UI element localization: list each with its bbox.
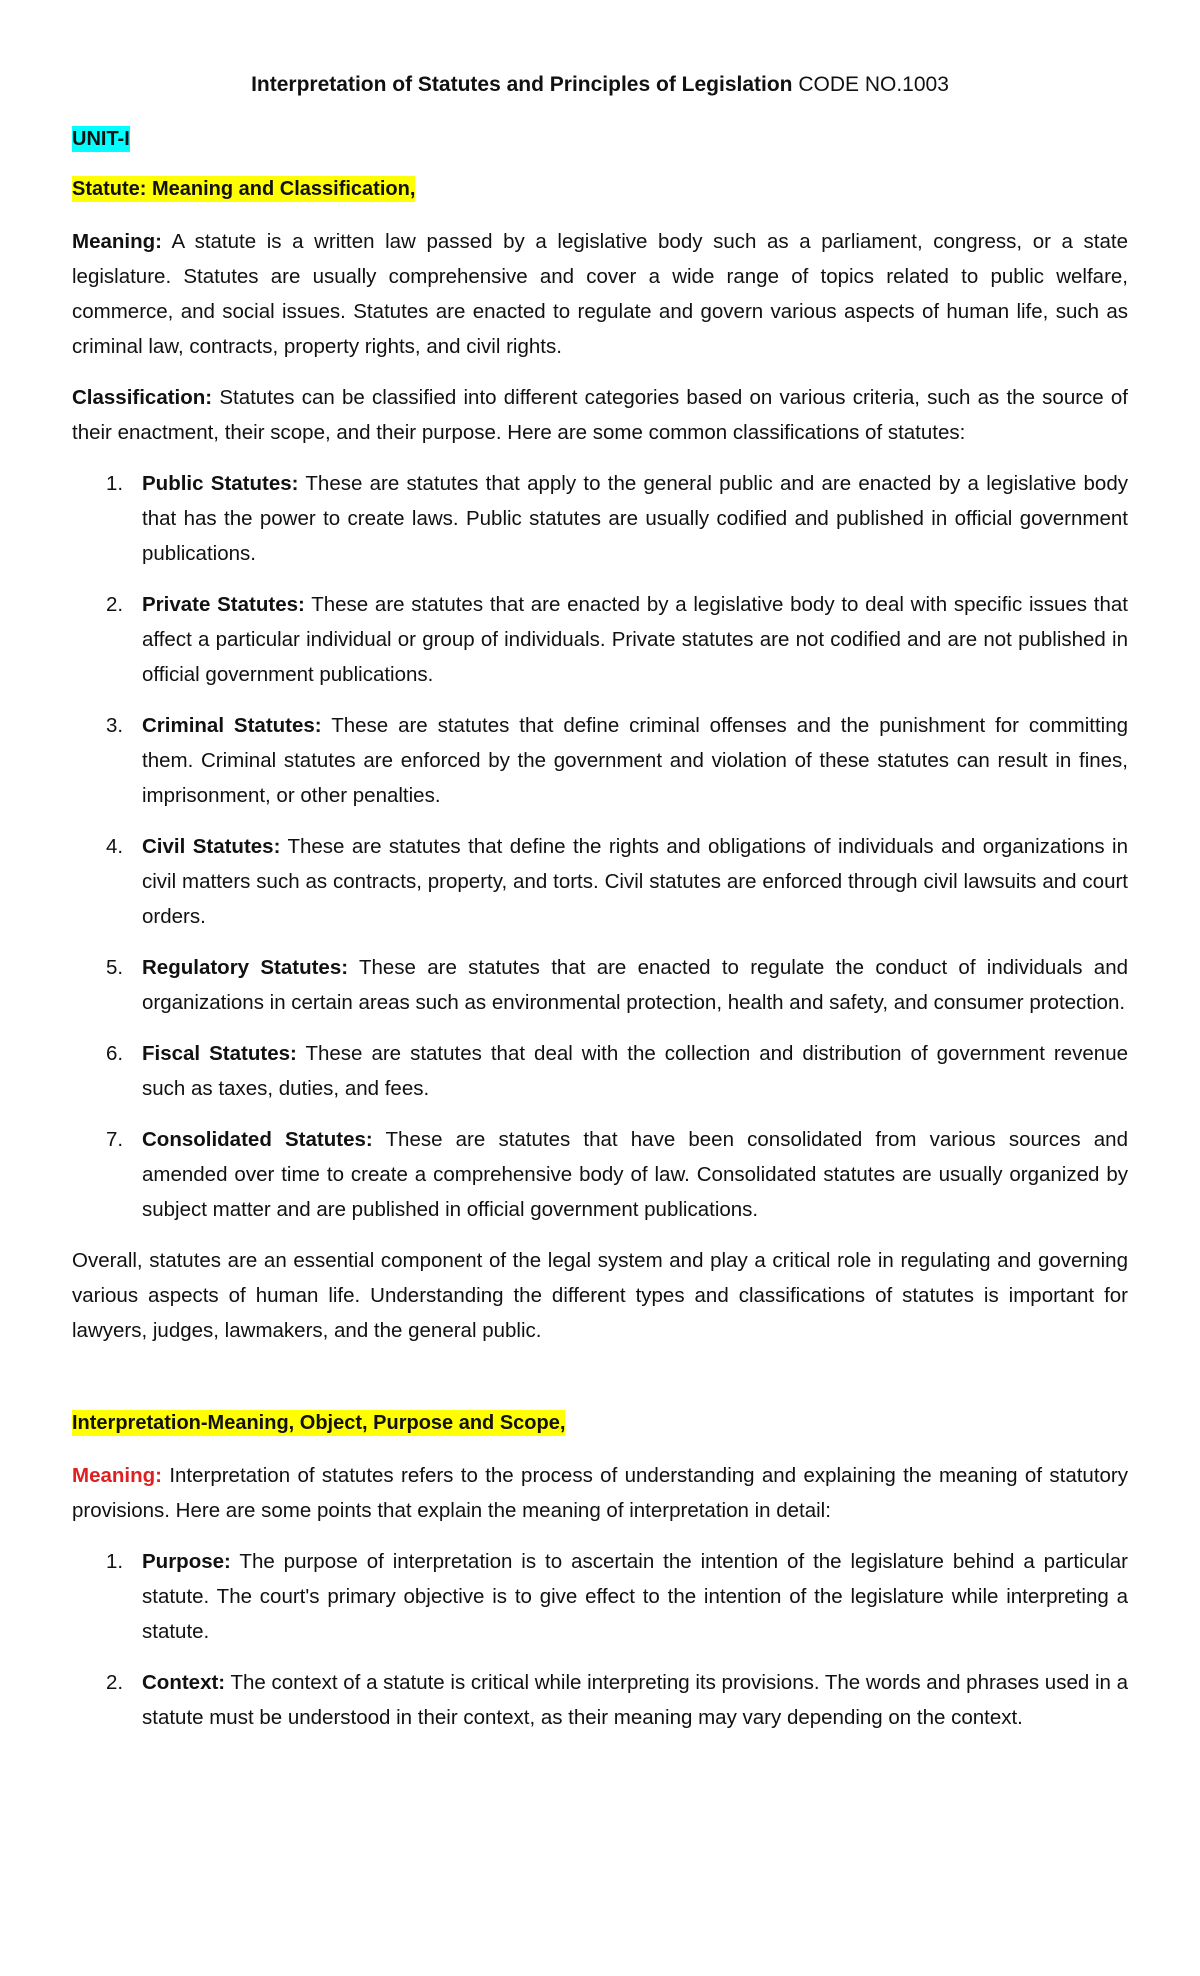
- list-item-text: The context of a statute is critical while interpreting its provisions. The words and phrases used in a statute must be understood in their context, as their meaning may vary depending on the context.: [142, 1671, 1128, 1729]
- list-item-label: Regulatory Statutes:: [142, 956, 349, 979]
- list-item-number: 2.: [106, 1671, 124, 1694]
- list-item-number: 5.: [106, 956, 124, 979]
- meaning-text: A statute is a written law passed by a legislative body such as a parliament, congress, or a state legislature. Statutes are usually comprehensive and cover a wide range of topics related to public welfare, commerce, and social issues. Statutes are enacted to regulate and govern various aspects of human life, such as criminal law, contracts, property rights, and civil rights.: [72, 230, 1128, 358]
- list-item-text: The purpose of interpretation is to ascertain the intention of the legislature behind a particular statute. The court's primary objective is to give effect to the intention of the legislature while interpreting a statute.: [142, 1550, 1128, 1643]
- conclusion-paragraph: Overall, statutes are an essential component of the legal system and play a critical role in regulating and governing various aspects of human life. Understanding the different types and classifications of statutes is important for lawyers, judges, lawmakers, and the general public.: [72, 1249, 1128, 1342]
- list-item-label: Civil Statutes:: [142, 835, 281, 858]
- classification-paragraph: [72, 380, 1128, 450]
- section-spacer: [72, 1364, 1128, 1408]
- list-item: [72, 829, 1128, 934]
- list-item: [72, 950, 1128, 1020]
- section-heading-statute-text: Statute: Meaning and Classification,: [72, 178, 416, 200]
- list-item: [72, 1544, 1128, 1649]
- classification-label: Classification:: [72, 386, 213, 409]
- list-item-text: These are statutes that apply to the general public and are enacted by a legislative body that has the power to create laws. Public statutes are usually codified and published in official government publications.: [142, 472, 1128, 565]
- interpretation-meaning-text: Interpretation of statutes refers to the process of understanding and explaining the meaning of statutory provisions. Here are some points that explain the meaning of interpretation in detail:: [72, 1464, 1128, 1522]
- list-item-text: These are statutes that are enacted to regulate the conduct of individuals and organizations in certain areas such as environmental protection, health and safety, and consumer protection.: [142, 956, 1129, 1014]
- list-item: [72, 587, 1128, 692]
- list-item-label: Criminal Statutes:: [142, 714, 322, 737]
- list-item: [72, 1122, 1128, 1227]
- title-code: CODE NO.1003: [798, 73, 949, 96]
- list-item-label: Public Statutes:: [142, 472, 299, 495]
- list-item-label: Private Statutes:: [142, 593, 305, 616]
- interpretation-meaning-label: Meaning:: [72, 1464, 162, 1487]
- list-item: [72, 1665, 1128, 1735]
- list-item-text: These are statutes that have been consolidated from various sources and amended over time to create a comprehensive body of law. Consolidated statutes are usually organized by subject matter and are published in official government publications.: [142, 1128, 1128, 1221]
- list-item-number: 6.: [106, 1042, 124, 1065]
- list-item-number: 1.: [106, 1550, 124, 1573]
- list-item: [72, 708, 1128, 813]
- interpretation-meaning-paragraph: [72, 1458, 1128, 1528]
- section-heading-interpretation-text: Interpretation-Meaning, Object, Purpose and Scope,: [72, 1412, 566, 1434]
- list-item-number: 7.: [106, 1128, 124, 1151]
- meaning-label: Meaning:: [72, 230, 162, 253]
- list-item-label: Context:: [142, 1671, 226, 1694]
- document-title: [72, 70, 1128, 100]
- list-item-text: These are statutes that deal with the collection and distribution of government revenue such as taxes, duties, and fees.: [142, 1042, 1128, 1100]
- list-item-label: Fiscal Statutes:: [142, 1042, 297, 1065]
- list-item-text: These are statutes that are enacted by a legislative body to deal with specific issues that affect a particular individual or group of individuals. Private statutes are not codified and are not published in official government publications.: [142, 593, 1128, 686]
- section-heading-statute: [72, 174, 1128, 204]
- classification-list: [72, 466, 1128, 1227]
- unit-heading: [72, 124, 1128, 154]
- list-item-number: 2.: [106, 593, 124, 616]
- list-item: [72, 466, 1128, 571]
- list-item-label: Purpose:: [142, 1550, 231, 1573]
- meaning-paragraph: [72, 224, 1128, 364]
- title-main: Interpretation of Statutes and Principles of Legislation: [251, 73, 793, 96]
- list-item-number: 4.: [106, 835, 124, 858]
- list-item: [72, 1036, 1128, 1106]
- list-item-text: These are statutes that define the rights and obligations of individuals and organizations in civil matters such as contracts, property, and torts. Civil statutes are enforced through civil lawsuits and court orders.: [142, 835, 1129, 928]
- section-heading-interpretation: [72, 1408, 1128, 1438]
- list-item-number: 3.: [106, 714, 124, 737]
- list-item-number: 1.: [106, 472, 124, 495]
- classification-text: Statutes can be classified into different categories based on various criteria, such as the source of their enactment, their scope, and their purpose. Here are some common classifications of statutes:: [72, 386, 1128, 444]
- list-item-text: These are statutes that define criminal offenses and the punishment for committing them. Criminal statutes are enforced by the government and violation of these statutes can result in fines, imprisonment, or other penalties.: [142, 714, 1129, 807]
- interpretation-list: [72, 1544, 1128, 1735]
- unit-label: UNIT-I: [72, 128, 130, 150]
- list-item-label: Consolidated Statutes:: [142, 1128, 373, 1151]
